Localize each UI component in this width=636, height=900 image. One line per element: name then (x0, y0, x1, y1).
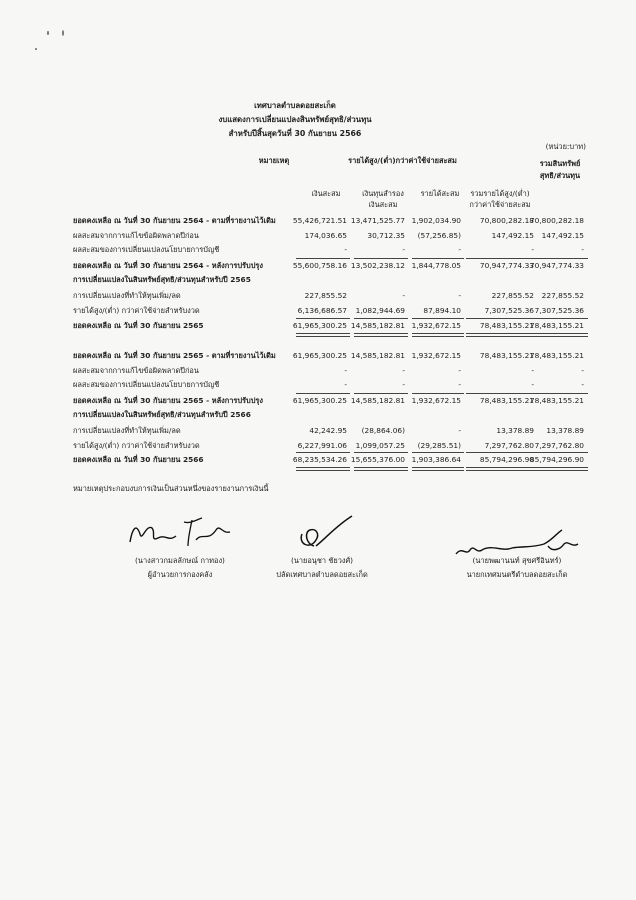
col-reserve-2: เงินสะสม (368, 200, 398, 209)
row-value: 15,655,376.00 (350, 455, 405, 464)
scan-speck (35, 48, 37, 50)
row-value: 13,378.89 (496, 426, 534, 435)
subtotal-rule (296, 452, 350, 453)
scan-speck (62, 30, 64, 36)
total-double-rule (296, 467, 350, 471)
row-value: (28,864.06) (361, 426, 405, 435)
subtotal-rule (412, 452, 464, 453)
statement-period: สำหรับปีสิ้นสุดวันที่ 30 กันยายน 2566 (228, 129, 362, 138)
subtotal-rule (536, 452, 588, 453)
row-value: 70,800,282.18 (479, 216, 534, 225)
row-value: - (402, 245, 405, 254)
row-label: ยอดคงเหลือ ณ วันที่ 30 กันยายน 2565 (73, 321, 204, 330)
row-value: - (581, 245, 584, 254)
row-label: ยอดคงเหลือ ณ วันที่ 30 กันยายน 2566 (73, 455, 204, 464)
row-value: - (581, 380, 584, 389)
total-double-rule (412, 333, 464, 337)
row-value: 1,903,386.64 (411, 455, 461, 464)
subtotal-rule (466, 318, 536, 319)
statement-title: งบแสดงการเปลี่ยนแปลงสินทรัพย์สุทธิ/ส่วนทุน (218, 115, 372, 124)
row-value: 227,855.52 (541, 291, 584, 300)
total-double-rule (466, 333, 536, 337)
col-group: รายได้สูง/(ต่ำ)กว่าค่าใช้จ่ายสะสม (348, 156, 457, 165)
row-value: 6,227,991.06 (297, 441, 347, 450)
row-value: 70,800,282.18 (529, 216, 584, 225)
row-value: - (344, 366, 347, 375)
signer-position: นายกเทศมนตรีตำบลดอยสะเก็ด (466, 570, 568, 579)
row-value: 174,036.65 (304, 231, 347, 240)
row-value: 61,965,300.25 (292, 321, 347, 330)
row-value: 85,794,296.90 (479, 455, 534, 464)
row-label: รายได้สูง/(ต่ำ) กว่าค่าใช้จ่ายสำหรับงวด (73, 441, 200, 450)
total-double-rule (466, 467, 536, 471)
row-value: 1,932,672.15 (411, 396, 461, 405)
row-label: ยอดคงเหลือ ณ วันที่ 30 กันยายน 2564 - ตามที่รายงานไว้เดิม (73, 216, 276, 225)
row-label: การเปลี่ยนแปลงในสินทรัพย์สุทธิ/ส่วนทุนสำหรับปี 2566 (73, 410, 251, 419)
row-value: 7,307,525.36 (484, 306, 534, 315)
signer-position: ปลัดเทศบาลตำบลดอยสะเก็ด (276, 570, 368, 579)
col-reserve: เงินทุนสำรอง (362, 189, 404, 198)
row-value: 13,502,238.12 (350, 261, 405, 270)
col-cash: เงินสะสม (311, 189, 341, 198)
row-value: - (531, 366, 534, 375)
row-value: 78,483,155.21 (529, 396, 584, 405)
subtotal-rule (354, 452, 408, 453)
row-value: 1,099,057.25 (355, 441, 405, 450)
row-value: 87,894.10 (423, 306, 461, 315)
subtotal-rule (296, 318, 350, 319)
subtotal-rule (412, 318, 464, 319)
row-value: 227,855.52 (491, 291, 534, 300)
row-value: 227,855.52 (304, 291, 347, 300)
total-double-rule (536, 467, 588, 471)
row-value: 78,483,155.21 (479, 351, 534, 360)
row-value: 55,426,721.51 (292, 216, 347, 225)
row-value: 7,297,762.80 (534, 441, 584, 450)
row-label: ผลสะสมจากการแก้ไขข้อผิดพลาดปีก่อน (73, 366, 199, 375)
row-value: 70,947,774.33 (529, 261, 584, 270)
row-label: ยอดคงเหลือ ณ วันที่ 30 กันยายน 2565 - ตามที่รายงานไว้เดิม (73, 351, 276, 360)
row-value: - (458, 291, 461, 300)
col-accumulated: รายได้สะสม (420, 189, 460, 198)
subtotal-rule (466, 452, 536, 453)
footnote: หมายเหตุประกอบงบการเงินเป็นส่วนหนึ่งของรายงานการเงินนี้ (73, 484, 269, 493)
row-value: 1,844,778.05 (411, 261, 461, 270)
total-double-rule (354, 467, 408, 471)
row-value: 70,947,774.33 (479, 261, 534, 270)
row-value: 78,483,155.21 (479, 321, 534, 330)
row-value: - (458, 426, 461, 435)
row-value: 61,965,300.25 (292, 396, 347, 405)
row-value: 68,235,534.26 (292, 455, 347, 464)
row-value: (57,256.85) (417, 231, 461, 240)
row-value: 61,965,300.25 (292, 351, 347, 360)
signer-name: (นายพฒานนท์ สุขศรีอินทร์) (472, 556, 562, 565)
unit-label: (หน่วย:บาท) (545, 142, 586, 151)
row-value: - (344, 380, 347, 389)
subtotal-rule (466, 393, 536, 394)
col-total-assets: รวมสินทรัพย์ (539, 159, 581, 168)
total-double-rule (296, 333, 350, 337)
subtotal-rule (354, 258, 408, 259)
subtotal-rule (536, 393, 588, 394)
row-value: - (344, 245, 347, 254)
row-value: 7,297,762.80 (484, 441, 534, 450)
col-total-2: กว่าค่าใช้จ่ายสะสม (469, 200, 531, 209)
row-value: 14,585,182.81 (350, 321, 405, 330)
subtotal-rule (536, 258, 588, 259)
row-label: ผลสะสมของการเปลี่ยนแปลงนโยบายการบัญชี (73, 380, 220, 389)
row-value: 85,794,296.90 (529, 455, 584, 464)
col-total: รวมรายได้สูง/(ต่ำ) (470, 189, 530, 198)
col-note: หมายเหตุ (258, 156, 290, 165)
total-double-rule (354, 333, 408, 337)
signer-name: (นางสาวกมลลักษณ์ กาทอง) (135, 556, 225, 565)
row-value: 55,600,758.16 (292, 261, 347, 270)
signer-position: ผู้อำนวยการกองคลัง (147, 570, 213, 579)
subtotal-rule (466, 258, 536, 259)
row-value: 13,378.89 (546, 426, 584, 435)
subtotal-rule (412, 393, 464, 394)
row-value: 42,242.95 (309, 426, 347, 435)
row-value: - (581, 366, 584, 375)
row-label: ผลสะสมของการเปลี่ยนแปลงนโยบายการบัญชี (73, 245, 220, 254)
row-label: การเปลี่ยนแปลงที่ทำให้ทุนเพิ่ม/ลด (73, 291, 181, 300)
row-value: 78,483,155.21 (529, 321, 584, 330)
row-value: 6,136,686.57 (297, 306, 347, 315)
row-value: - (458, 366, 461, 375)
row-value: 7,307,525.36 (534, 306, 584, 315)
row-value: - (402, 366, 405, 375)
row-value: 147,492.15 (541, 231, 584, 240)
subtotal-rule (354, 318, 408, 319)
row-value: 1,082,944.69 (355, 306, 405, 315)
row-value: - (458, 245, 461, 254)
row-label: ผลสะสมจากการแก้ไขข้อผิดพลาดปีก่อน (73, 231, 199, 240)
signer-name: (นายอนุชา ชัยวงศ์) (290, 556, 354, 565)
row-value: - (402, 380, 405, 389)
row-label: การเปลี่ยนแปลงในสินทรัพย์สุทธิ/ส่วนทุนสำหรับปี 2565 (73, 275, 251, 284)
row-value: 78,483,155.21 (479, 396, 534, 405)
row-value: 14,585,182.81 (350, 396, 405, 405)
row-value: 14,585,182.81 (350, 351, 405, 360)
row-value: (29,285.51) (417, 441, 461, 450)
row-value: - (458, 380, 461, 389)
row-value: 1,932,672.15 (411, 321, 461, 330)
row-value: 1,932,672.15 (411, 351, 461, 360)
row-label: ยอดคงเหลือ ณ วันที่ 30 กันยายน 2565 - หลังการปรับปรุง (73, 396, 263, 405)
org-name: เทศบาลตำบลดอยสะเก็ด (254, 101, 336, 110)
scan-speck (47, 31, 49, 35)
subtotal-rule (354, 393, 408, 394)
subtotal-rule (412, 258, 464, 259)
row-value: 1,902,034.90 (411, 216, 461, 225)
subtotal-rule (296, 393, 350, 394)
row-value: - (531, 245, 534, 254)
col-total-assets-2: สุทธิ/ส่วนทุน (539, 171, 581, 180)
total-double-rule (536, 333, 588, 337)
total-double-rule (412, 467, 464, 471)
signature-scribble (292, 510, 362, 554)
row-value: - (531, 380, 534, 389)
signature-scribble (126, 512, 236, 554)
row-value: 13,471,525.77 (350, 216, 405, 225)
row-value: 30,712.35 (367, 231, 405, 240)
row-label: รายได้สูง/(ต่ำ) กว่าค่าใช้จ่ายสำหรับงวด (73, 306, 200, 315)
row-label: ยอดคงเหลือ ณ วันที่ 30 กันยายน 2564 - หลังการปรับปรุง (73, 261, 263, 270)
row-value: 78,483,155.21 (529, 351, 584, 360)
row-label: การเปลี่ยนแปลงที่ทำให้ทุนเพิ่ม/ลด (73, 426, 181, 435)
subtotal-rule (536, 318, 588, 319)
row-value: 147,492.15 (491, 231, 534, 240)
row-value: - (402, 291, 405, 300)
subtotal-rule (296, 258, 350, 259)
